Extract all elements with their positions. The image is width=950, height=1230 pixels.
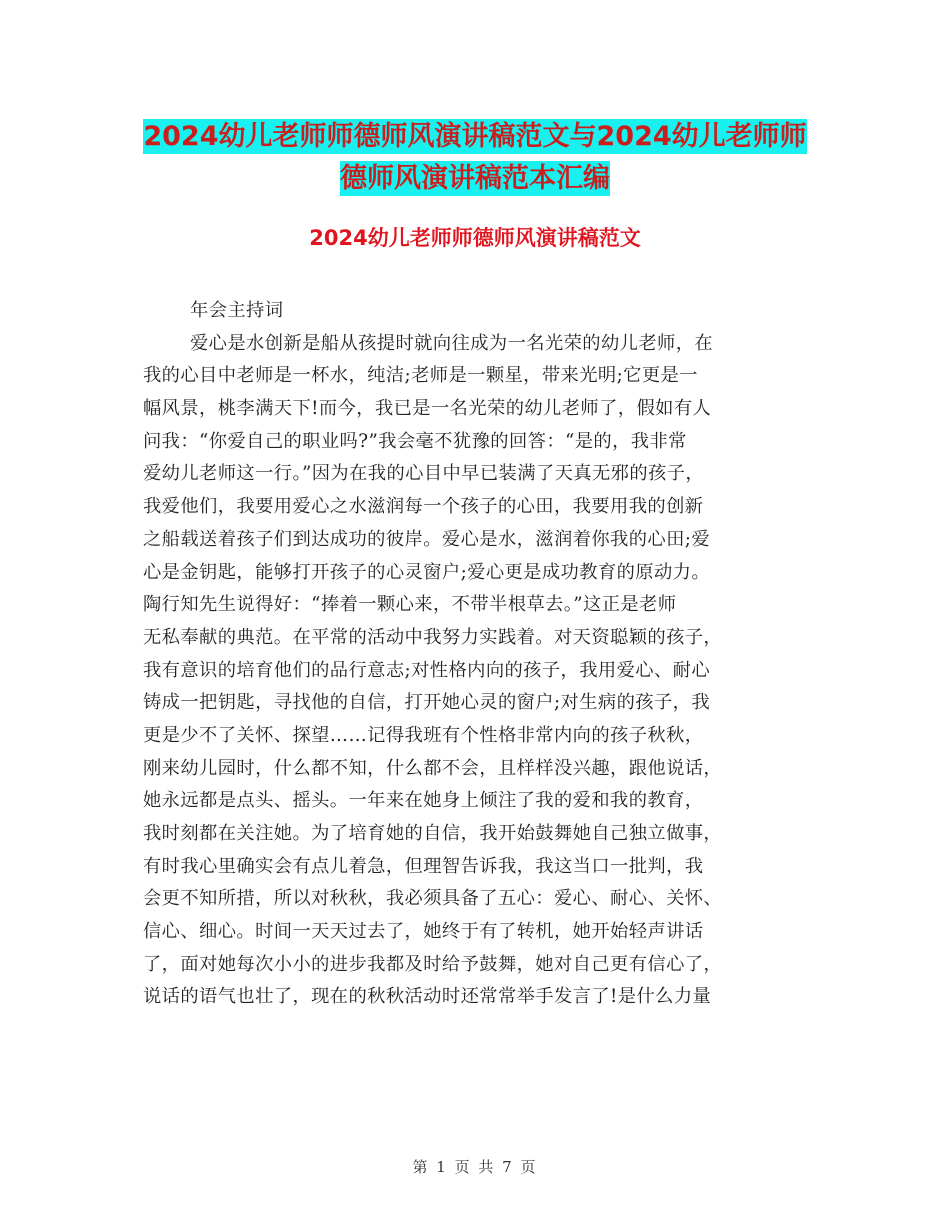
text-line: 无私奉献的典范。在平常的活动中我努力实践着。对天资聪颖的孩子， <box>143 626 723 648</box>
text-line: 信心、细心。时间一天天过去了，她终于有了转机，她开始轻声讲话 <box>143 921 704 943</box>
text-line: 爱心是水创新是船从孩提时就向往成为一名光荣的幼儿老师，在 <box>190 332 714 354</box>
text-line: 陶行知先生说得好：“捧着一颗心来，不带半根草去。”这正是老师 <box>143 594 677 616</box>
text-line: 她永远都是点头、摇头。一年来在她身上倾注了我的爱和我的教育， <box>143 790 704 812</box>
text-line: 爱幼儿老师这一行。”因为在我的心目中早已装满了天真无邪的孩子， <box>143 463 705 485</box>
text-line: 问我：“你爱自己的职业吗?”我会毫不犹豫的回答：“是的，我非常 <box>143 430 687 452</box>
text-line: 我时刻都在关注她。为了培育她的自信，我开始鼓舞她自己独立做事， <box>143 823 723 844</box>
document-title-line-2: 德师风演讲稿范本汇编 <box>340 163 610 194</box>
page-footer: 第 1 页 共 7 页 <box>412 1158 538 1176</box>
section-heading: 2024幼儿老师师德师风演讲稿范文 <box>309 226 641 250</box>
text-line: 会更不知所措，所以对秋秋，我必须具备了五心：爱心、耐心、关怀、 <box>143 888 723 910</box>
text-line: 幅风景，桃李满天下!而今，我已是一名光荣的幼儿老师了，假如有人 <box>143 398 712 420</box>
document-title-line-1: 2024幼儿老师师德师风演讲稿范文与2024幼儿老师师 <box>143 121 807 152</box>
text-line: 我有意识的培育他们的品行意志;对性格内向的孩子，我用爱心、耐心 <box>143 659 710 681</box>
text-line: 之船载送着孩子们到达成功的彼岸。爱心是水，滋润着你我的心田;爱 <box>143 528 710 550</box>
text-line: 铸成一把钥匙，寻找他的自信，打开她心灵的窗户;对生病的孩子，我 <box>143 692 710 714</box>
text-line: 了，面对她每次小小的进步我都及时给予鼓舞，她对自己更有信心了， <box>143 953 723 975</box>
text-line: 刚来幼儿园时，什么都不知，什么都不会，且样样没兴趣，跟他说话， <box>143 757 723 779</box>
text-line: 更是少不了关怀、探望……记得我班有个性格非常内向的孩子秋秋， <box>143 724 704 746</box>
text-line: 心是金钥匙，能够打开孩子的心灵窗户;爱心更是成功教育的原动力。 <box>143 561 710 583</box>
body-text <box>143 295 813 1014</box>
text-line: 有时我心里确实会有点儿着急，但理智告诉我，我这当口一批判，我 <box>143 855 704 877</box>
text-line: 我爱他们，我要用爱心之水滋润每一个孩子的心田，我要用我的创新 <box>143 496 704 518</box>
text-line: 我的心目中老师是一杯水，纯洁;老师是一颗星，带来光明;它更是一 <box>143 365 698 387</box>
text-line: 年会主持词 <box>190 300 284 321</box>
text-line: 说话的语气也壮了，现在的秋秋活动时还常常举手发言了!是什么力量 <box>143 986 712 1008</box>
